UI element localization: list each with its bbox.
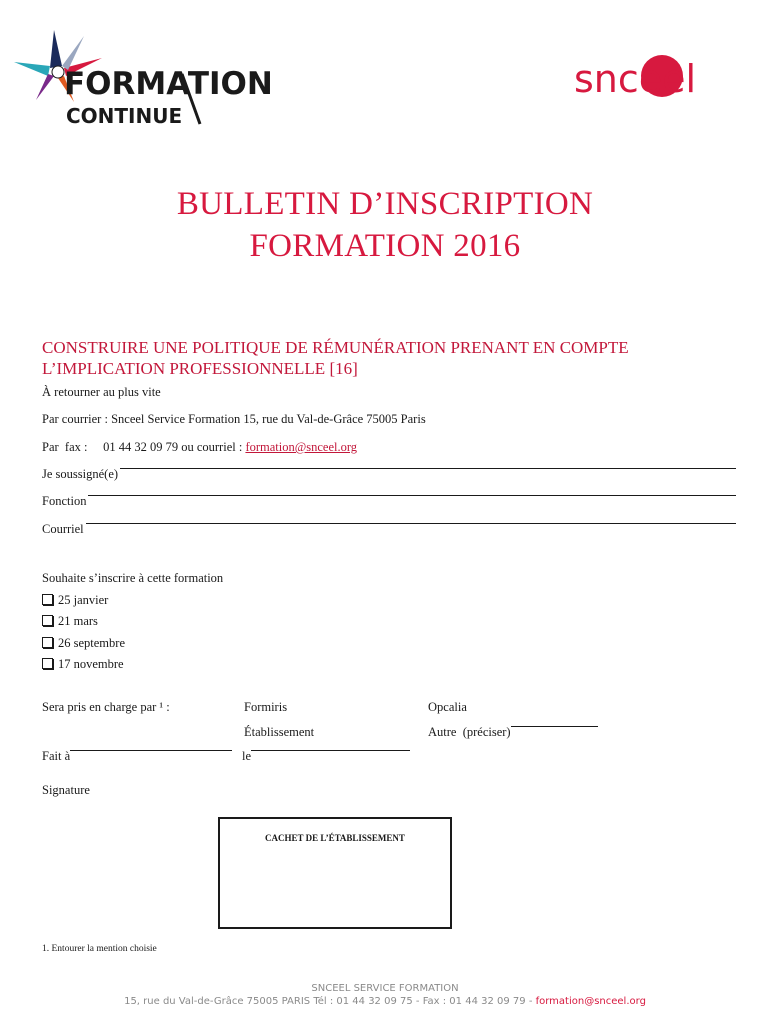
date-label: le <box>242 749 252 763</box>
date-input-line[interactable] <box>251 749 410 751</box>
fonction-label: Fonction <box>42 494 87 508</box>
fax-text: Par fax : 01 44 32 09 79 ou courriel : <box>42 440 246 454</box>
session-option[interactable] <box>42 657 124 672</box>
course-title-line-1: CONSTRUIRE UNE POLITIQUE DE RÉMUNÉRATION PRENANT EN COMPTE <box>42 338 629 357</box>
soussigne-label: Je soussigné(e) <box>42 467 119 481</box>
svg-text:FORMATION: FORMATION <box>64 66 273 102</box>
return-note: À retourner au plus vite <box>42 385 161 399</box>
session-option[interactable] <box>42 636 125 651</box>
session-date: 21 mars <box>58 614 98 628</box>
svg-text:CONTINUE: CONTINUE <box>66 104 183 128</box>
fax-line <box>42 440 357 455</box>
course-title <box>42 337 702 379</box>
soussigne-field[interactable] <box>42 467 736 482</box>
courriel-field[interactable] <box>42 522 736 537</box>
checkbox-icon[interactable] <box>42 637 53 648</box>
fonction-field[interactable] <box>42 494 736 509</box>
course-title-line-2: L’IMPLICATION PROFESSIONNELLE [16] <box>42 359 358 378</box>
fait-a-field[interactable] <box>42 749 232 764</box>
checkbox-icon[interactable] <box>42 594 53 605</box>
session-option[interactable] <box>42 593 108 608</box>
autre-input-line[interactable] <box>511 725 598 727</box>
footnote: 1. Entourer la mention choisie <box>42 944 157 954</box>
funding-option-formiris[interactable]: Formiris <box>244 700 288 714</box>
compass-star-icon <box>14 22 289 130</box>
autre-label: Autre (préciser) <box>428 725 511 739</box>
page-title <box>0 183 770 267</box>
title-line-2: FORMATION 2016 <box>249 228 521 264</box>
checkbox-icon[interactable] <box>42 658 53 669</box>
signature-label: Signature <box>42 783 90 797</box>
courriel-label: Courriel <box>42 522 84 536</box>
courriel-input-line[interactable] <box>86 522 736 524</box>
email-link[interactable]: formation@snceel.org <box>245 440 358 454</box>
funding-option-etablissement[interactable]: Établissement <box>244 725 315 739</box>
checkbox-icon[interactable] <box>42 615 53 626</box>
footer-address: 15, rue du Val-de-Grâce 75005 PARIS Tél : 01 44 32 09 75 - Fax : 01 44 32 09 79 - <box>124 996 536 1007</box>
mail-address-line: Par courrier : Snceel Service Formation 15, rue du Val-de-Grâce 75005 Paris <box>42 412 426 426</box>
footer-contact <box>0 996 770 1007</box>
funding-label: Sera pris en charge par ¹ : <box>42 700 170 714</box>
snceel-logo <box>570 44 728 104</box>
session-date: 17 novembre <box>58 657 124 671</box>
svg-text:snceel: snceel <box>574 57 697 101</box>
funding-option-autre[interactable] <box>428 725 598 740</box>
footer-email-link[interactable]: formation@snceel.org <box>535 996 646 1007</box>
funding-option-opcalia[interactable]: Opcalia <box>428 700 467 714</box>
fait-a-label: Fait à <box>42 749 71 763</box>
fait-a-input-line[interactable] <box>70 749 232 751</box>
footer-title: SNCEEL SERVICE FORMATION <box>311 983 459 994</box>
sessions-heading: Souhaite s’inscrire à cette formation <box>42 571 224 585</box>
title-line-1: BULLETIN D’INSCRIPTION <box>176 186 594 222</box>
session-date: 26 septembre <box>58 636 125 650</box>
stamp-label: CACHET DE L’ÉTABLISSEMENT <box>265 833 405 843</box>
fonction-input-line[interactable] <box>88 494 736 496</box>
session-date: 25 janvier <box>58 593 109 607</box>
stamp-box[interactable] <box>218 817 452 929</box>
formation-continue-logo <box>14 22 289 130</box>
session-option[interactable] <box>42 614 98 629</box>
date-field[interactable] <box>242 749 410 764</box>
soussigne-input-line[interactable] <box>120 467 736 469</box>
